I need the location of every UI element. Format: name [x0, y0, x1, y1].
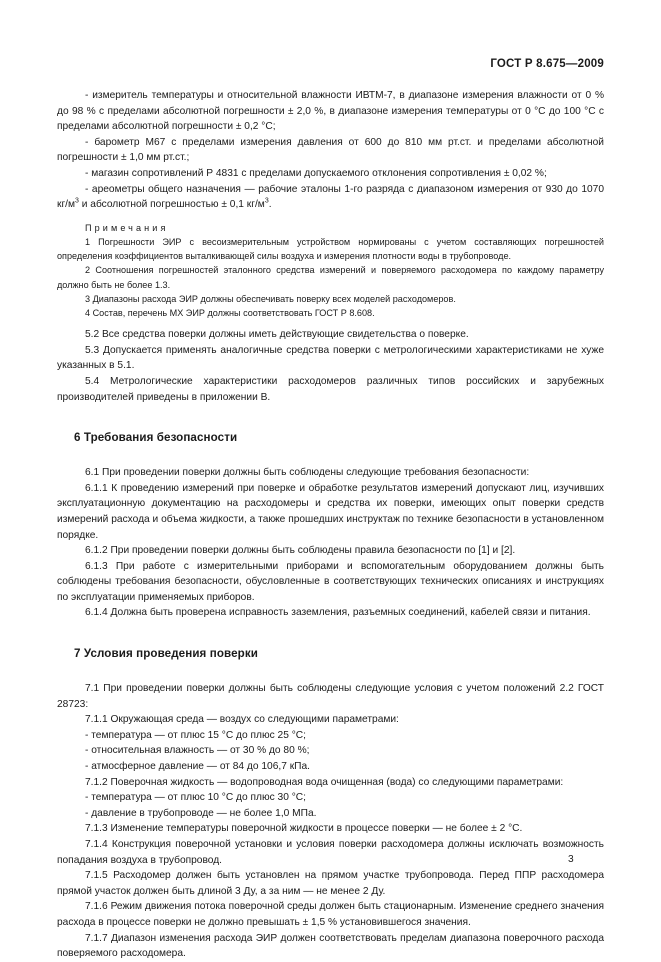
note-item: 2 Соотношения погрешностей эталонного средства измерений и поверяемого расходомера по каждому параметру должно быть не более 1.3. — [57, 265, 604, 290]
param-pressure-pipeline: - давление в трубопроводе — не более 1,0 МПа. — [85, 807, 317, 819]
clause-7-1-5: 7.1.5 Расходомер должен быть установлен на прямом участке трубопровода. Перед ППР расходомера прямой участок должен быть длиной 3 Ду, а за ним — не менее 2 Ду. — [57, 870, 604, 897]
param-pressure-atmospheric: - атмосферное давление — от 84 до 106,7 кПа. — [85, 761, 310, 773]
clause-6-1: 6.1 При проведении поверки должны быть соблюдены следующие требования безопасности: — [85, 467, 530, 479]
page-number: 3 — [568, 854, 574, 865]
note-item: 3 Диапазоны расхода ЭИР должны обеспечивать поверку всех моделей расходомеров. — [85, 293, 456, 304]
clause-5-4: 5.4 Метрологические характеристики расходомеров различных типов российских и зарубежных производителей приведены в приложении В. — [57, 375, 604, 403]
clause-7-1-1: 7.1.1 Окружающая среда — воздух со следующими параметрами: — [85, 714, 399, 726]
superscript-three: 3 — [75, 197, 79, 205]
clause-6-1-2: 6.1.2 При проведении поверки должны быть соблюдены правила безопасности по [1] и [2]. — [85, 545, 516, 557]
section-7-body — [57, 681, 604, 962]
clause-6-1-3: 6.1.3 При работе с измерительными приборами и вспомогательным оборудованием должны быть соблюдены требования безопасности, обусловленные в соответствующих технических описаниях и инструкциях по эксплуатации применяемых приборов. — [57, 560, 604, 603]
spacer — [57, 621, 604, 646]
clause-6-1-4: 6.1.4 Должна быть проверена исправность заземления, разъемных соединений, кабелей связи и питания. — [85, 607, 591, 619]
spacer — [57, 320, 604, 327]
clause-6-1-1: 6.1.1 К проведению измерений при поверке и обработке результатов измерений допускают лиц, изучивших эксплуатационную документацию на расходомеры и средства их поверки, имеющих опыт поверки средств измерений расхода и объема жидкости, а также прошедших инструктаж по технике безопасности в установленном порядке. — [57, 482, 604, 541]
spacer — [57, 405, 604, 430]
clause-5-3: 5.3 Допускается применять аналогичные средства поверки с метрологическими характеристиками не хуже указанных в 5.1. — [57, 344, 604, 372]
note-item: 1 Погрешности ЭИР с весоизмерительным устройством нормированы с учетом составляющих погрешностей определения коэффициентов выталкивающей силы воздуха и измерения плотности воды в трубопроводе. — [57, 236, 604, 262]
section-6-body — [57, 465, 604, 621]
clause-7-1-6: 7.1.6 Режим движения потока поверочной среды должен быть стационарным. Изменение среднего значения расхода в процессе поверки не должно превышать ± 1,5 % установившегося значения. — [57, 901, 604, 928]
page-header-standard-number: ГОСТ Р 8.675—2009 — [490, 58, 604, 70]
section-heading-7: 7 Условия проведения поверки — [74, 647, 258, 661]
equipment-item-density: - ареометры общего назначения — рабочие эталоны 1-го разряда с диапазоном измерения от 930 до 1070 $кг/м^3$ и абсолютной погрешностью ± 0,1 $кг/м^3$. — [57, 183, 604, 211]
clause-group-5 — [57, 327, 604, 405]
notes-block — [57, 221, 604, 320]
equipment-item: - магазин сопротивлений Р 4831 с пределами допускаемого отклонения сопротивления ± 0,02 %; — [85, 167, 547, 179]
equipment-item: - измеритель температуры и относительной влажности ИВТМ-7, в диапазоне измерения влажности от 0 % до 98 % с пределами абсолютной погрешности ± 2,0 %, в диапазоне измерения температуры от 0 °С до 100 °С с пределами абсолютной погрешности ± 0,2 °С; — [57, 90, 604, 133]
param-temperature-liquid: - температура — от плюс 10 °С до плюс 30 °С; — [85, 792, 306, 804]
section-heading-6: 6 Требования безопасности — [74, 431, 238, 445]
clause-7-1: 7.1 При проведении поверки должны быть соблюдены следующие условия с учетом положений 2.2 ГОСТ 28723: — [57, 683, 604, 710]
equipment-item: - барометр М67 с пределами измерения давления от 600 до 810 мм рт.ст. и пределами абсолютной погрешности ± 1,0 мм рт.ст.; — [57, 136, 604, 164]
note-item: 4 Состав, перечень МХ ЭИР должны соответствовать ГОСТ Р 8.608. — [85, 307, 375, 318]
spacer — [57, 446, 604, 465]
clause-7-1-7: 7.1.7 Диапазон изменения расхода ЭИР должен соответствовать пределам диапазона поверочного расхода поверяемого расходомера. — [57, 932, 604, 960]
clause-7-1-3: 7.1.3 Изменение температуры поверочной жидкости в процессе поверки — не более ± 2 °С. — [85, 823, 523, 835]
notes-title: Примечания — [85, 222, 169, 233]
clause-7-1-2: 7.1.2 Поверочная жидкость — водопроводная вода очищенная (вода) со следующими параметрами: — [85, 776, 564, 788]
clause-7-1-4: 7.1.4 Конструкция поверочной установки и условия поверки расходомера должны исключать возможность попадания воздуха в трубопровод. — [57, 839, 604, 866]
param-humidity: - относительная влажность — от 30 % до 80 %; — [85, 745, 310, 757]
superscript-three: 3 — [264, 197, 269, 205]
spacer — [57, 662, 604, 681]
param-temperature-air: - температура — от плюс 15 °С до плюс 25 °С; — [85, 729, 306, 741]
page-body — [57, 88, 604, 962]
equipment-list — [57, 88, 604, 213]
clause-5-2: 5.2 Все средства поверки должны иметь действующие свидетельства о поверке. — [85, 329, 469, 341]
